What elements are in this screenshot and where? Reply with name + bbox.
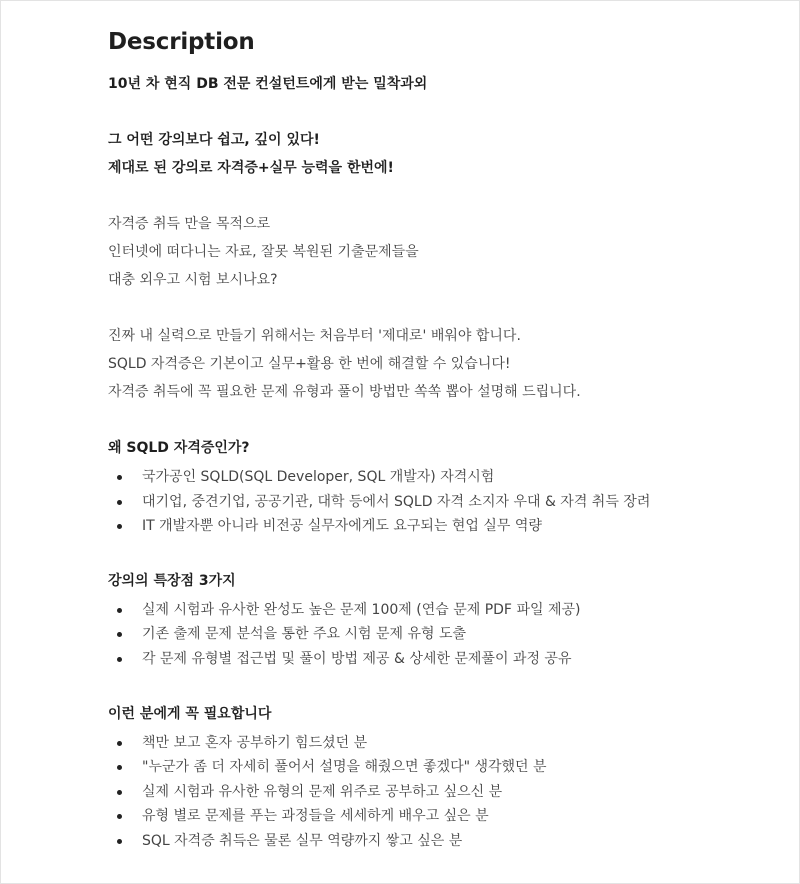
- list-item: IT 개발자뿐 아니라 비전공 실무자에게도 요구되는 현업 실무 역량: [108, 514, 748, 539]
- paragraph-line: 자격증 취득 만을 목적으로: [108, 216, 271, 232]
- section-features: [108, 567, 748, 672]
- description-content: [108, 26, 748, 854]
- list-item: 대기업, 중견기업, 공공기관, 대학 등에서 SQLD 자격 소지자 우대 & 자격 취득 장려: [108, 490, 748, 515]
- headline-line: 그 어떤 강의보다 쉽고, 깊이 있다!: [108, 132, 320, 148]
- list-item: 책만 보고 혼자 공부하기 힘드셨던 분: [108, 731, 748, 756]
- paragraph-line: 인터넷에 떠다니는 자료, 잘못 복원된 기출문제들을: [108, 244, 419, 260]
- headline-line: 제대로 된 강의로 자격증+실무 능력을 한번에!: [108, 160, 394, 176]
- headline-block: [108, 126, 748, 182]
- list-item: "누군가 좀 더 자세히 풀어서 설명을 해줬으면 좋겠다" 생각했던 분: [108, 755, 748, 780]
- bullet-list: [108, 465, 748, 539]
- page-title: Description: [108, 29, 255, 55]
- section-target-audience: [108, 700, 748, 854]
- bullet-list: [108, 598, 748, 672]
- section-why-sqld: [108, 434, 748, 539]
- intro-text: 10년 차 현직 DB 전문 컨설턴트에게 받는 밀착과외: [108, 76, 428, 92]
- list-item: 실제 시험과 유사한 유형의 문제 위주로 공부하고 싶으신 분: [108, 780, 748, 805]
- list-item: 국가공인 SQLD(SQL Developer, SQL 개발자) 자격시험: [108, 465, 748, 490]
- paragraph-2: [108, 322, 748, 406]
- section-heading: 왜 SQLD 자격증인가?: [108, 440, 250, 456]
- list-item: 각 문제 유형별 접근법 및 풀이 방법 제공 & 상세한 문제풀이 과정 공유: [108, 647, 748, 672]
- list-item: 기존 출제 문제 분석을 통한 주요 시험 문제 유형 도출: [108, 622, 748, 647]
- list-item: SQL 자격증 취득은 물론 실무 역량까지 쌓고 싶은 분: [108, 829, 748, 854]
- list-item: 실제 시험과 유사한 완성도 높은 문제 100제 (연습 문제 PDF 파일 제공): [108, 598, 748, 623]
- bullet-list: [108, 731, 748, 854]
- paragraph-1: [108, 210, 748, 294]
- section-heading: 이런 분에게 꼭 필요합니다: [108, 705, 272, 722]
- paragraph-line: 자격증 취득에 꼭 필요한 문제 유형과 풀이 방법만 쏙쏙 뽑아 설명해 드립니다.: [108, 384, 581, 400]
- paragraph-line: SQLD 자격증은 기본이고 실무+활용 한 번에 해결할 수 있습니다!: [108, 356, 511, 372]
- list-item: 유형 별로 문제를 푸는 과정들을 세세하게 배우고 싶은 분: [108, 804, 748, 829]
- paragraph-line: 대충 외우고 시험 보시나요?: [108, 272, 278, 288]
- section-heading: 강의의 특장점 3가지: [108, 572, 236, 589]
- paragraph-line: 진짜 내 실력으로 만들기 위해서는 처음부터 '제대로' 배워야 합니다.: [108, 328, 521, 344]
